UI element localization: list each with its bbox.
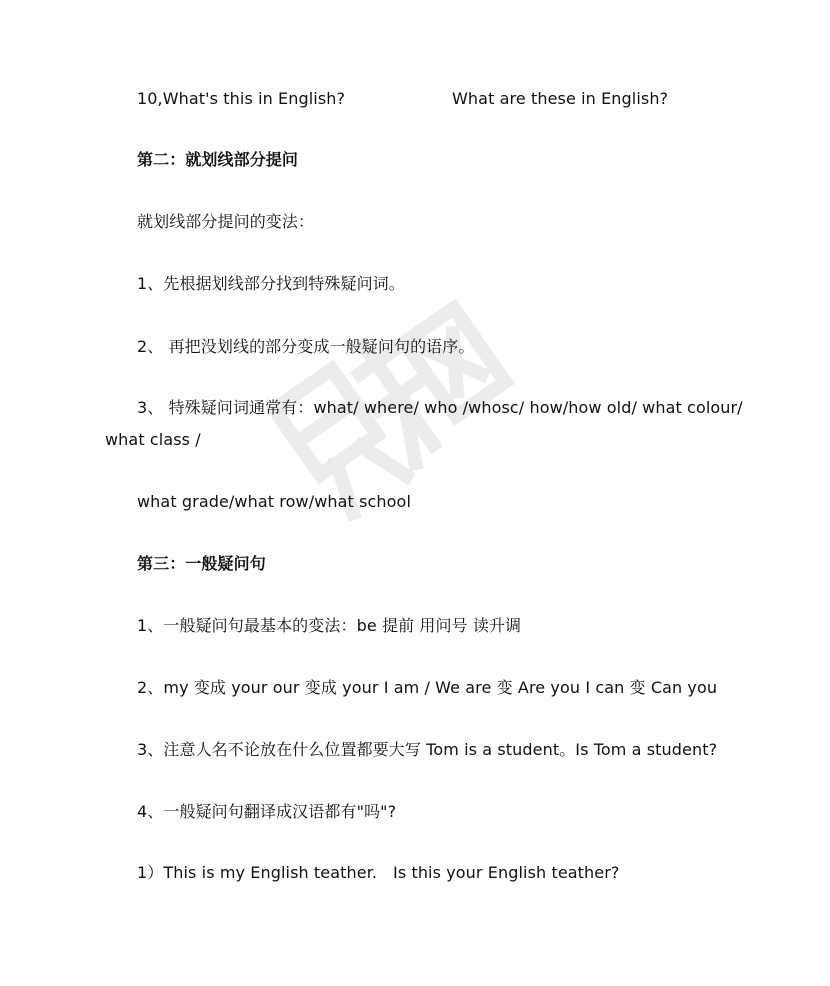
section-two-item-2: 2、 再把没划线的部分变成一般疑问句的语序。 (137, 337, 475, 356)
section-two-item-3-line-2: what class / (105, 430, 201, 449)
section-two-item-1: 1、先根据划线部分找到特殊疑问词。 (137, 274, 405, 293)
section-two-item-3-line-1: 3、 特殊疑问词通常有：what/ where/ who /whosc/ how/how old/ what colour/ (137, 398, 743, 417)
example-1-right: Is this your English teather? (393, 863, 620, 882)
section-two-heading: 第二：就划线部分提问 (137, 150, 299, 169)
section-three-item-1: 1、一般疑问句最基本的变法：be 提前 用问号 读升调 (137, 616, 522, 635)
section-two-item-3-line-3: what grade/what row/what school (137, 492, 411, 511)
q10-left-text: 10,What's this in English? (137, 89, 346, 108)
q10-right-text: What are these in English? (452, 89, 669, 108)
section-two-intro: 就划线部分提问的变法： (137, 212, 315, 231)
section-three-item-3: 3、注意人名不论放在什么位置都要大写 Tom is a student。Is Tom a student? (137, 740, 718, 759)
example-1-left: 1）This is my English teather. (137, 863, 378, 882)
section-three-item-2: 2、my 变成 your our 变成 your I am / We are 变 Are you I can 变 Can you (137, 678, 718, 697)
section-three-item-4: 4、一般疑问句翻译成汉语都有"吗"? (137, 802, 397, 821)
section-three-heading: 第三：一般疑问句 (137, 554, 266, 573)
